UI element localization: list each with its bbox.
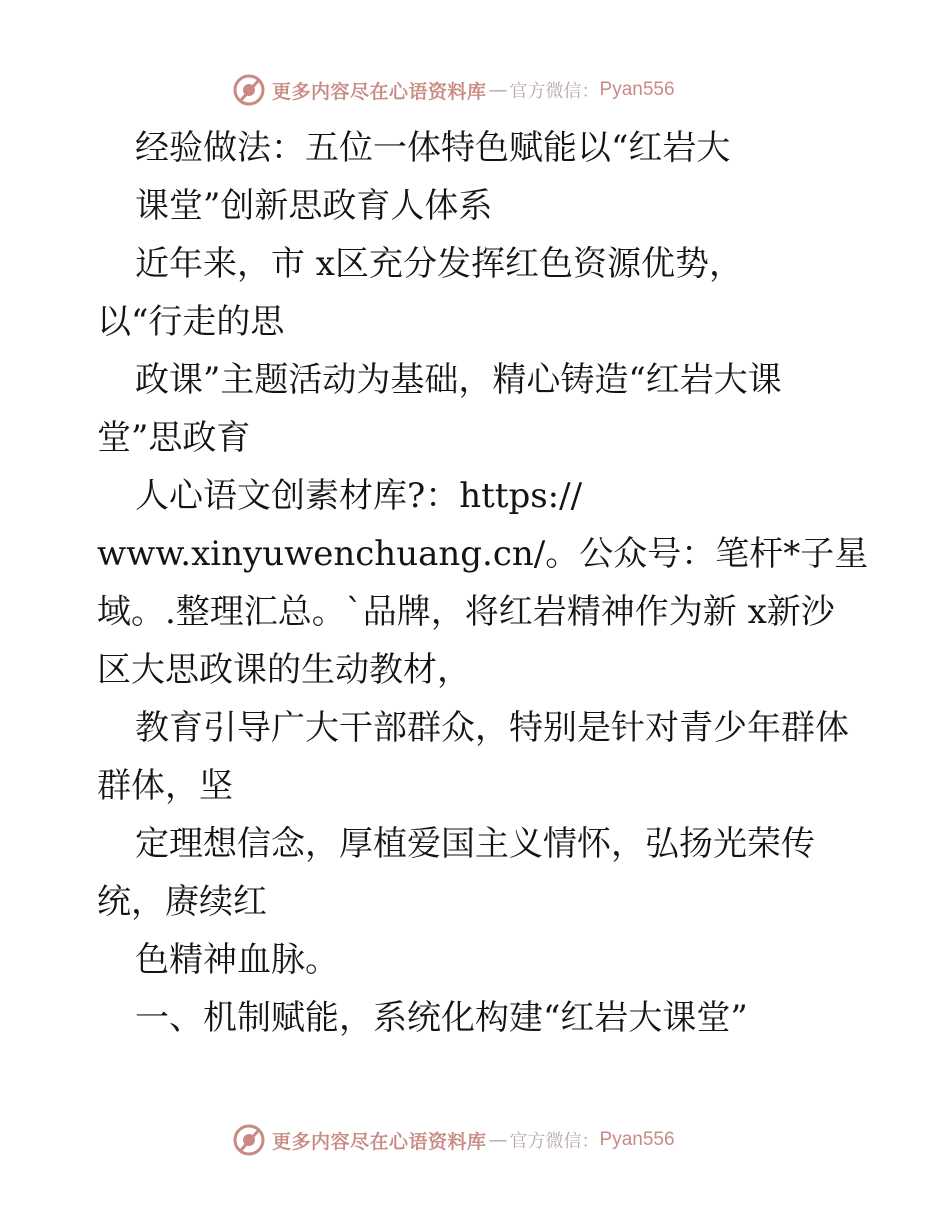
watermark-wechat-label: 官方微信： <box>509 1131 600 1152</box>
logo-icon <box>232 73 266 107</box>
text-line: 域。.整理汇总。`品牌，将红岩精神作为新 x新沙 <box>97 592 835 632</box>
watermark-banner-bottom <box>232 1120 675 1160</box>
section-heading: 一、机制赋能，系统化构建“红岩大课堂” <box>135 998 748 1038</box>
watermark-dash: — <box>488 79 508 101</box>
text-line: 色精神血脉。 <box>135 940 339 980</box>
watermark-main-text: 更多内容尽在心语资料库 <box>272 1130 487 1153</box>
text-line: 堂”思政育 <box>97 418 251 458</box>
text-line: 以“行走的思 <box>97 302 285 342</box>
watermark-wechat-id: Pyan556 <box>599 1129 675 1150</box>
text-line: 教育引导广大干部群众，特别是针对青少年群体 <box>135 708 849 748</box>
watermark-main-text: 更多内容尽在心语资料库 <box>272 80 487 103</box>
text-line: 群体，坚 <box>97 766 233 806</box>
text-line: 课堂”创新思政育人体系 <box>135 186 493 226</box>
watermark-wechat-id: Pyan556 <box>599 79 675 100</box>
text-line: 定理想信念，厚植爱国主义情怀，弘扬光荣传 <box>135 824 815 864</box>
text-line: 近年来，市 x区充分发挥红色资源优势， <box>135 244 743 284</box>
text-line: www.xinyuwenchuang.cn/。公众号：笔杆*子星 <box>97 534 869 574</box>
watermark-banner-top <box>232 70 675 110</box>
logo-icon <box>232 1123 266 1157</box>
text-line: 区大思政课的生动教材， <box>97 650 471 690</box>
watermark-wechat-label: 官方微信： <box>509 81 600 102</box>
text-line: 人心语文创素材库?：https:// <box>135 476 583 516</box>
watermark-dash: — <box>488 1129 508 1151</box>
text-line: 政课”主题活动为基础，精心铸造“红岩大课 <box>135 360 782 400</box>
text-line: 统，赓续红 <box>97 882 267 922</box>
text-line: 经验做法：五位一体特色赋能以“红岩大 <box>135 128 731 168</box>
